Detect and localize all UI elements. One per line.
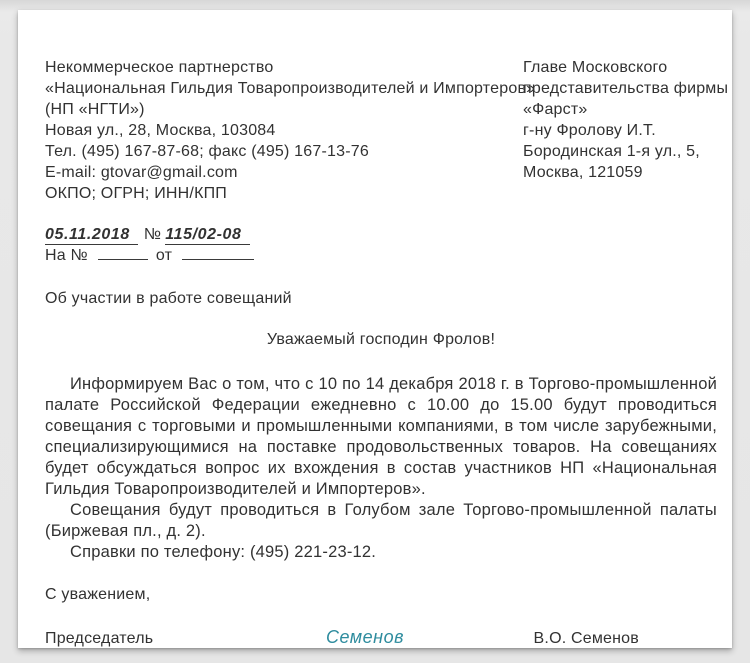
sender-line: (НП «НГТИ») bbox=[45, 101, 145, 118]
addressee-line: г-ну Фролову И.Т. bbox=[523, 122, 656, 139]
salutation: Уважаемый господин Фролов! bbox=[266, 331, 496, 348]
sender-line: Тел. (495) 167-87-68; факс (495) 167-13-76 bbox=[45, 143, 369, 160]
body-paragraph: Информируем Вас о том, что с 10 по 14 декабря 2018 г. в Торгово-промышленной палате Российской Федерации ежедневно с 10.00 до 15.00 будут проводиться совещания с торговыми и промышленными компаниями, в том числе зарубежными, специализирующимися на поставке продовольственных товаров. На совещаниях будет обсуждаться вопрос их вхождения в состав участников НП «Национальная Гильдия Товаропроизводителей и Импортеров». bbox=[45, 375, 717, 498]
reply-reference-line bbox=[45, 245, 717, 266]
letter-date: 05.11.2018 bbox=[45, 226, 138, 245]
signer-name: В.О. Семенов bbox=[533, 630, 639, 647]
signature-row bbox=[45, 627, 717, 649]
body-paragraph: Совещания будут проводиться в Голубом зале Торгово-промышленной палаты (Биржевая пл., д. 2). bbox=[45, 501, 717, 540]
letter-number: 115/02-08 bbox=[165, 226, 249, 245]
signer-position: Председатель bbox=[45, 630, 154, 647]
date-number-line bbox=[45, 224, 717, 245]
sender-email-line: E-mail: gtovar@gmail.com bbox=[45, 164, 238, 181]
number-sign: № bbox=[143, 226, 162, 243]
reply-date-blank bbox=[182, 245, 254, 260]
sender-line: Новая ул., 28, Москва, 103084 bbox=[45, 122, 276, 139]
addressee-line: Главе Московского bbox=[523, 59, 668, 76]
addressee-block bbox=[523, 57, 728, 183]
sender-codes-line: ОКПО; ОГРН; ИНН/КПП bbox=[45, 185, 228, 202]
reply-from-label: от bbox=[155, 247, 173, 264]
addressee-line: Бородинская 1-я ул., 5, bbox=[523, 143, 700, 160]
sender-line: Некоммерческое партнерство bbox=[45, 59, 274, 76]
body-paragraph: Справки по телефону: (495) 221-23-12. bbox=[70, 543, 377, 561]
sender-block bbox=[45, 57, 536, 204]
addressee-line: представительства фирмы bbox=[523, 80, 729, 97]
reply-number-blank bbox=[98, 245, 148, 260]
reply-prefix-label: На № bbox=[45, 247, 88, 264]
sender-line: «Национальная Гильдия Товаропроизводителей и Импортеров» bbox=[45, 80, 536, 97]
reference-block bbox=[45, 224, 717, 266]
addressee-line: «Фарст» bbox=[523, 101, 588, 118]
closing: С уважением, bbox=[45, 586, 151, 603]
signature-autograph: Семенов bbox=[326, 627, 404, 647]
letter-page bbox=[18, 10, 732, 648]
subject-line: Об участии в работе совещаний bbox=[45, 290, 292, 307]
letter-body bbox=[45, 374, 717, 563]
addressee-line: Москва, 121059 bbox=[523, 164, 643, 181]
letterhead bbox=[45, 57, 729, 204]
